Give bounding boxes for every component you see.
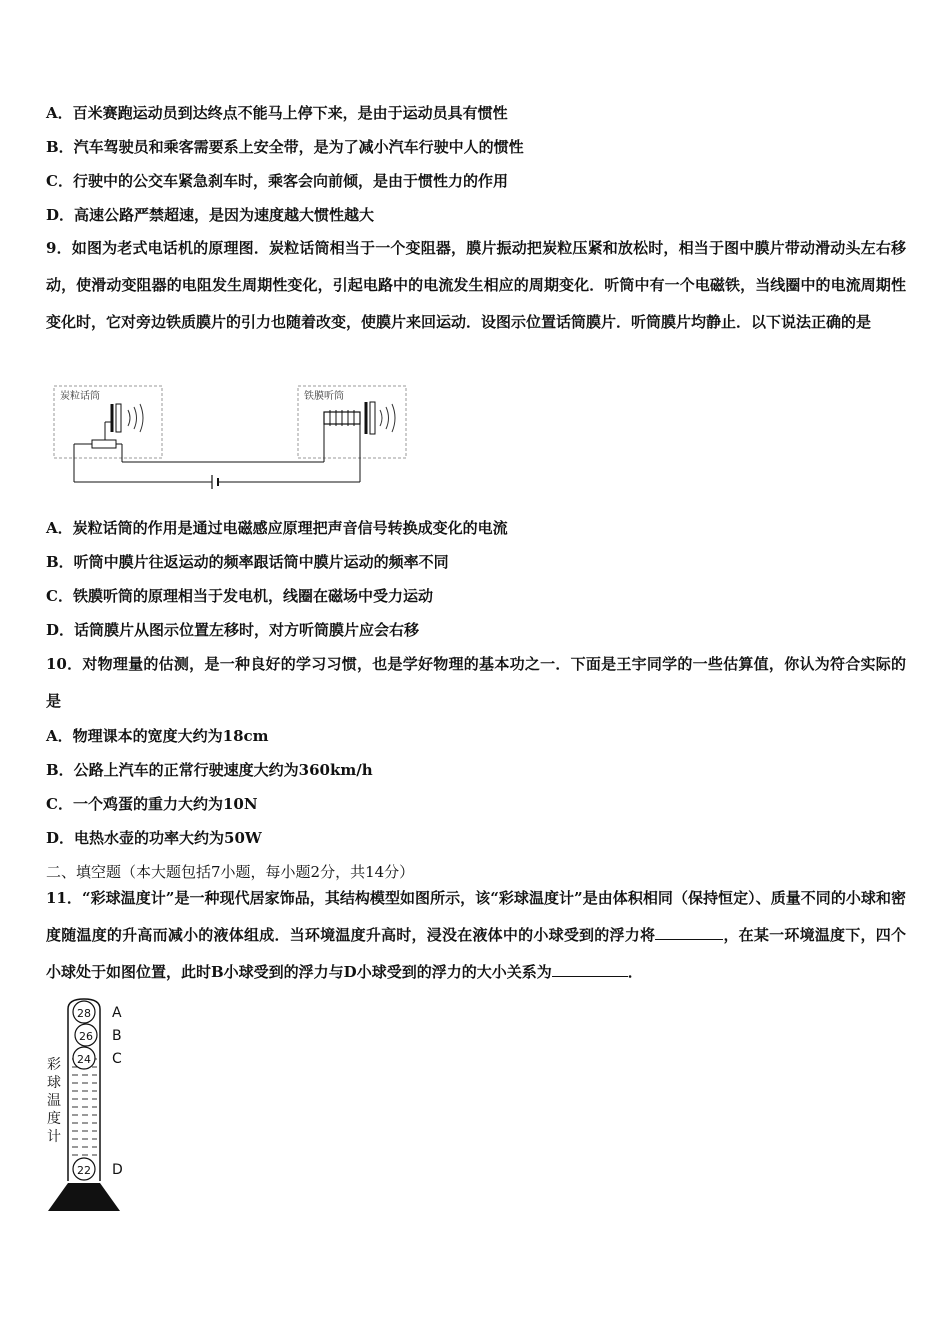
- ball-a-letter: A: [112, 1005, 122, 1021]
- q10-option-c: C．一个鸡蛋的重力大约为10N: [46, 795, 258, 813]
- q11-stem-part3: ．: [627, 963, 643, 981]
- microphone-label: 炭粒话筒: [60, 391, 100, 402]
- answer-blank-2[interactable]: [552, 962, 628, 977]
- earpiece-label: 铁膜听筒: [304, 391, 344, 402]
- q9-option-a: A．炭粒话筒的作用是通过电磁感应原理把声音信号转换成变化的电流: [46, 519, 508, 537]
- q8-option-a: A．百米赛跑运动员到达终点不能马上停下来，是由于运动员具有惯性: [46, 104, 508, 122]
- sound-wave-icon: [128, 410, 130, 426]
- thermometer-label-char-5: 计: [47, 1129, 61, 1145]
- ball-a-number: 28: [77, 1007, 91, 1020]
- q9-option-b: B．听筒中膜片往返运动的频率跟话筒中膜片运动的频率不同: [46, 553, 449, 571]
- q9-stem: 9．如图为老式电话机的原理图．炭粒话筒相当于一个变阻器，膜片振动把炭粒压紧和放松时，相当于图中膜片带动滑动头左右移动，使滑动变阻器的电阻发生周期性变化，引起电路中的电流发生相应的周期变化．听筒中有一个电磁铁，当线圈中的电流周期性变化时，它对旁边铁质膜片的引力也随着改变，使膜片来回运动．设图示位置话筒膜片．听筒膜片均静止．以下说法正确的是: [46, 239, 906, 331]
- q8-option-d: D．高速公路严禁超速，是因为速度越大惯性越大: [46, 206, 375, 224]
- ball-c-number: 24: [77, 1053, 91, 1066]
- ball-b-number: 26: [79, 1030, 93, 1043]
- ball-thermometer-diagram: [40, 995, 150, 1215]
- q9-option-c: C．铁膜听筒的原理相当于发电机，线圈在磁场中受力运动: [46, 587, 433, 605]
- q10-option-d: D．电热水壶的功率大约为50W: [46, 829, 262, 847]
- q10-option-a: A．物理课本的宽度大约为18cm: [46, 727, 269, 745]
- rheostat: [92, 440, 116, 448]
- thermometer-label-char-2: 球: [47, 1075, 61, 1091]
- q10-option-b: B．公路上汽车的正常行驶速度大约为360km/h: [46, 761, 373, 779]
- ball-d-number: 22: [77, 1164, 91, 1177]
- thermometer-label-char-3: 温: [47, 1093, 61, 1109]
- q11-stem: [46, 880, 906, 991]
- thermometer-label-char-1: 彩: [47, 1057, 61, 1073]
- section-heading: 二、填空题（本大题包括7小题，每小题2分，共14分）: [46, 863, 415, 881]
- ball-c-letter: C: [112, 1051, 122, 1067]
- thermometer-base: [48, 1183, 120, 1211]
- liquid-pattern: [72, 1059, 97, 1155]
- telephone-circuit-diagram: [50, 382, 410, 492]
- q8-option-b: B．汽车驾驶员和乘客需要系上安全带，是为了减小汽车行驶中人的惯性: [46, 138, 524, 156]
- ball-d-letter: D: [112, 1162, 123, 1178]
- q10-stem: 10．对物理量的估测，是一种良好的学习习惯，也是学好物理的基本功之一．下面是王宇同学的一些估算值，你认为符合实际的是: [46, 655, 906, 710]
- q11-stem-part2: ，在某一环境温度下，四个小球处于如图位置，此时B小球受到的浮力与D小球受到的浮力的大小关系为: [46, 926, 906, 981]
- q11-stem-part1: 11．“彩球温度计”是一种现代居家饰品，其结构模型如图所示，该“彩球温度计”是由体积相同（保持恒定）、质量不同的小球和密度随温度的升高而减小的液体组成．当环境温度升高时，浸没在液体中的小球受到的浮力将: [46, 889, 906, 944]
- answer-blank-1[interactable]: [655, 925, 723, 940]
- thermometer-label-char-4: 度: [47, 1111, 61, 1127]
- q9-option-d: D．话筒膜片从图示位置左移时，对方听筒膜片应会右移: [46, 621, 420, 639]
- q8-option-c: C．行驶中的公交车紧急刹车时，乘客会向前倾，是由于惯性力的作用: [46, 172, 508, 190]
- ball-b-letter: B: [112, 1028, 122, 1044]
